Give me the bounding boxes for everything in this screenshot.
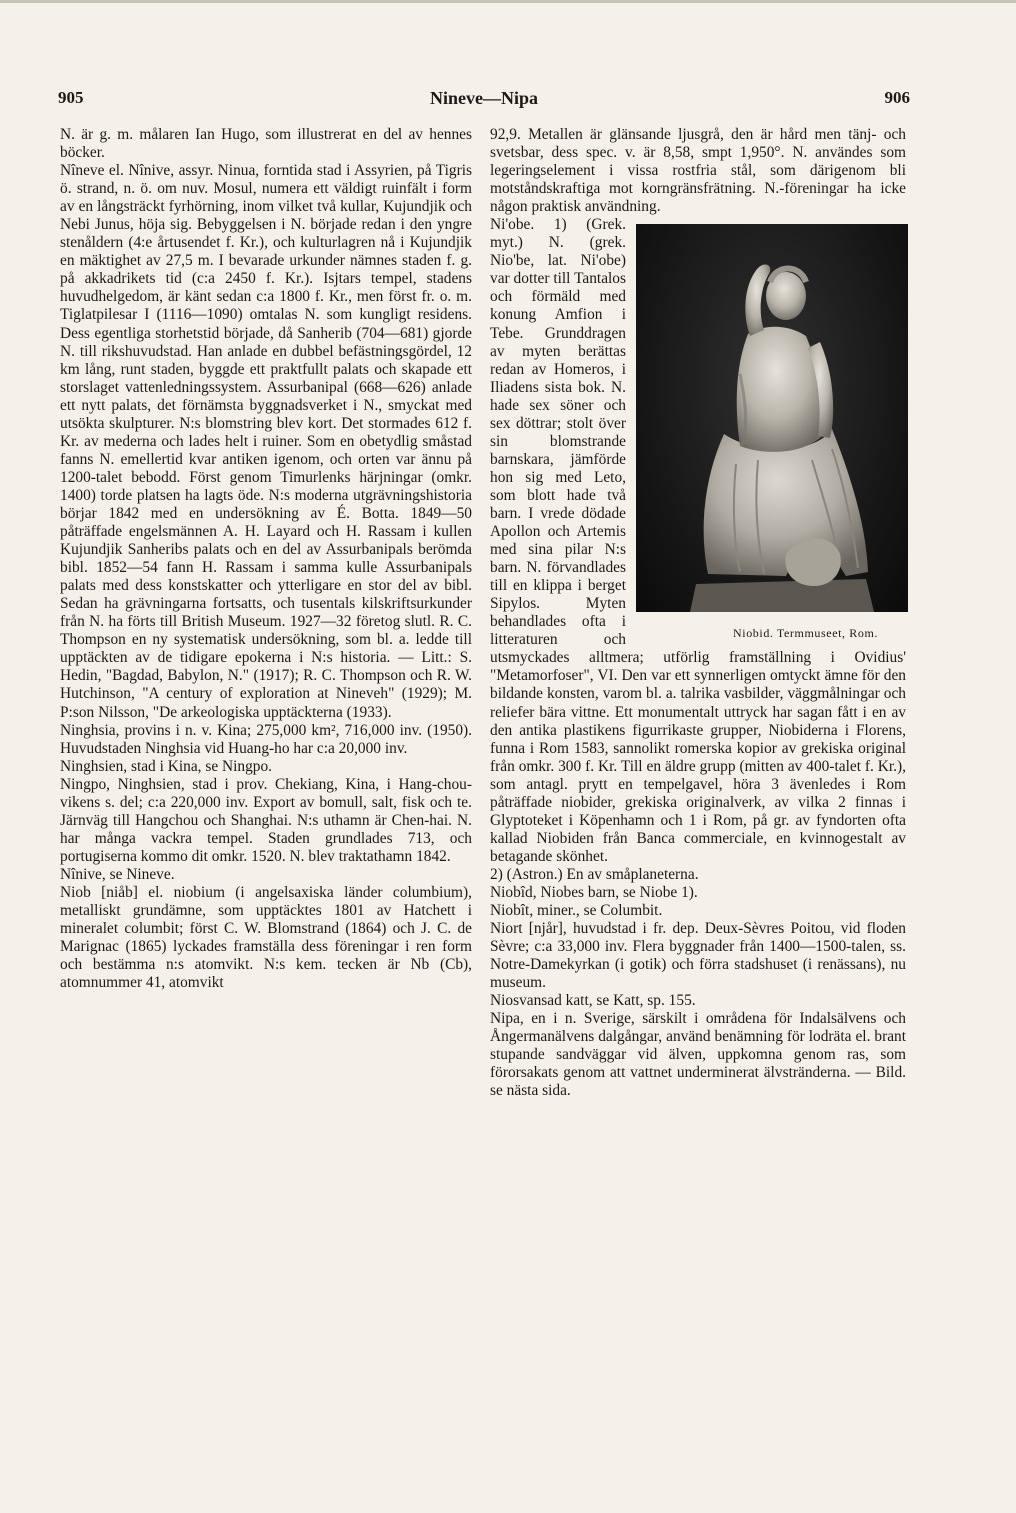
- entry-hugo-continuation: N. är g. m. målaren Ian Hugo, som illustrerat en del av hennes böcker.: [60, 126, 472, 162]
- entry-ninghsia: Ninghsia, provins i n. v. Kina; 275,000 km², 716,000 inv. (1950). Huvudstaden Ninghsia vid Huang-ho har c:a 20,000 inv.: [60, 721, 472, 757]
- entry-ninghsien: Ninghsien, stad i Kina, se Ningpo.: [60, 757, 273, 775]
- entry-nipa: Nipa, en i n. Sverige, särskilt i områdena för Indalsälvens och Ångermanälvens dalgångar, använd benämning för lodräta el. brant stupande sandväggar vid älven, uppkomna genom ras, som förorsakats genom att vattnet underminerat älvstränderna. — Bild. se nästa sida.: [490, 1010, 906, 1100]
- entry-niob: Niob [niåb] el. niobium (i angelsaxiska länder columbium), metalliskt grundämne, som upptäcktes 1801 av Hatchett i mineralet columbit; först C. W. Blomstrand (1864) och J. C. de Marignac (1865) lyckades framställa dess föreningar i ren form och bestämma n:s atomvikt. N:s kem. tecken är Nb (Cb), atomnummer 41, atomvikt: [60, 883, 472, 992]
- entry-ninive: Nînive, se Nineve.: [60, 865, 175, 883]
- page-number-left: 905: [58, 88, 84, 107]
- entry-niobe-2: 2) (Astron.) En av småplaneterna.: [490, 865, 699, 883]
- niobid-statue-photo: [636, 224, 908, 612]
- entry-niobid: Niobîd, Niobes barn, se Niobe 1).: [490, 883, 698, 901]
- entry-niob-continuation: 92,9. Metallen är glänsande ljusgrå, den är hård men tänj- och svetsbar, dess spec. v. är 8,58, smpt 1,950°. N. användes som legeringselement i vissa rostfria stål, som därigenom bli motståndskraftiga mot korngränsfrätning. N.-föreningar ha icke någon praktisk användning.: [490, 126, 906, 216]
- entry-niort: Niort [njår], huvudstad i fr. dep. Deux-Sèvres Poitou, vid floden Sèvre; c:a 33,000 inv. Flera byggnader från 1400—1500-talen, ss. Notre-Damekyrkan (i gotik) och förra stadshuset (i renässans), nu museum.: [490, 920, 906, 992]
- niobid-figure: [636, 224, 908, 642]
- entry-niobit: Niobît, miner., se Columbit.: [490, 902, 663, 920]
- right-column: [490, 126, 906, 1101]
- running-title: Nineve—Nipa: [430, 88, 538, 108]
- entry-ningpo: Ningpo, Ninghsien, stad i prov. Chekiang, Kina, i Hang-chou-vikens s. del; c:a 220,000 inv. Export av bomull, salt, fisk och te. Järnväg till Hangchou och Shanghai. N:s uthamn är Chen-hai. N. har många vackra tempel. Staden grundlades 713, och portugiserna kommo dit omkr. 1520. N. blev traktathamn 1842.: [60, 775, 472, 865]
- figure-caption: Niobid. Termmuseet, Rom.: [733, 626, 878, 641]
- page-number-right: 906: [884, 88, 910, 107]
- left-column: [60, 126, 472, 992]
- page-top-edge: [0, 0, 1016, 3]
- page-header: [58, 88, 910, 114]
- entry-niobe: Ni'obe. 1) (Grek. myt.) N. (grek. Nio'be, lat. Ni'obe) var dotter till Tantalos och förmäld med konung Amfion i Tebe. Grunddragen av myten berättas redan av Homeros, i Iliadens sista bok. N. hade sex söner och sex döttrar; stolt över sin blomstrande barnskara, jämförde hon sig med Leto, som blott hade två barn. I vrede dödade Apollon och Artemis med sina pilar N:s barn. N. förvandlades till en klippa i berget Sipylos. Myten behandlades ofta i litteraturen och utsmyckades alltmera; utförlig framställning i Ovidius' "Metamorfoser", VI. Den var ett synnerligen omtyckt ämne för den bildande konsten, varom bl. a. talrika vasbilder, väggmålningar och reliefer bära vittne. Ett monumentalt uttryck har sagan fått i en av den antika plastikens figurrikaste grupper, Niobiderna i Florens, funna i Rom 1583, sannolikt romerska kopior av grekiska original från omkr. 300 f. Kr. Till en äldre grupp (mitten av 400-talet f. Kr.), som antagl. prytt en tempelgavel, höra 3 ävenledes i Rom påträffade niobider, grekiska originalverk, av vilka 2 finnas i Glyptoteket i Köpenhamn och 1 i Rom, på gr. av fyndorten ofta kallad Niobiden från Banca commerciale, en kvinnogestalt av betagande skönhet.: [490, 216, 906, 865]
- statue-illustration: [636, 224, 908, 612]
- entry-niosvansad-katt: Niosvansad katt, se Katt, sp. 155.: [490, 992, 696, 1010]
- entry-nineve: Nîneve el. Nînive, assyr. Ninua, forntida stad i Assyrien, på Tigris ö. strand, n. ö. om nuv. Mosul, numera ett väldigt ruinfält i form av en långsträckt fyrhörning, inom vilket två kullar, Kujundjik och Nebi Junus, höja sig. Bebyggelsen i N. började redan i den yngre stenåldern (4:e årtusendet f. Kr.), och kulturlagren nå i Kujundjik en mäktighet av 27,5 m. I bevarade urkunder nämnes staden f. g. på akkadrikets tid (c:a 2450 f. Kr.). Isjtars tempel, stadens huvudhelgedom, är känt sedan c:a 1800 f. Kr., men först fr. o. m. Tiglatpilesar I (1116—1090) omtalas N. som kungligt residens. Dess egentliga storhetstid började, då Sanherib (704—681) gjorde N. till rikshuvudstad. Han anlade en dubbel befästningsgördel, 12 km lång, runt staden, byggde ett praktfullt palats och skapade ett storslaget vattenledningssystem. Assurbanipal (668—626) anlade ett nytt palats, det förnämsta byggnadsverket i N., smyckat med utsökta skulpturer. N:s blomstring blev kort. Det stormades 612 f. Kr. av mederna och lades helt i ruiner. Som en obetydlig småstad fanns N. emellertid kvar antiken igenom, och orten var ännu på 1200-talet bebodd. Först genom Timurlenks härjningar (omkr. 1400) torde platsen ha lagts öde. N:s moderna utgrävningshistoria börjar 1842 med en undersökning av É. Botta. 1849—50 påträffade engelsmännen A. H. Layard och H. Rassam i kullen Kujundjik Sanheribs palats och en del av Assurbanipals berömda bibl. 1852—54 fann H. Rassam i samma kulle Assurbanipals palats med dess konstskatter och ytterligare en stor del av bibl. Sedan ha grävningarna fortsatts, och tusentals kilskriftsurkunder från N. ha förts till British Museum. 1927—32 företog slutl. R. C. Thompson en ny systematisk undersökning, som bl. a. ledde till upptäckten av de tidigare epokerna i N:s historia. — Litt.: S. Hedin, "Bagdad, Babylon, N." (1917); R. C. Thompson och R. W. Hutchinson, "A century of exploration at Nineveh" (1929); M. P:son Nilsson, "De arkeologiska upptäckterna (1933).: [60, 162, 472, 721]
